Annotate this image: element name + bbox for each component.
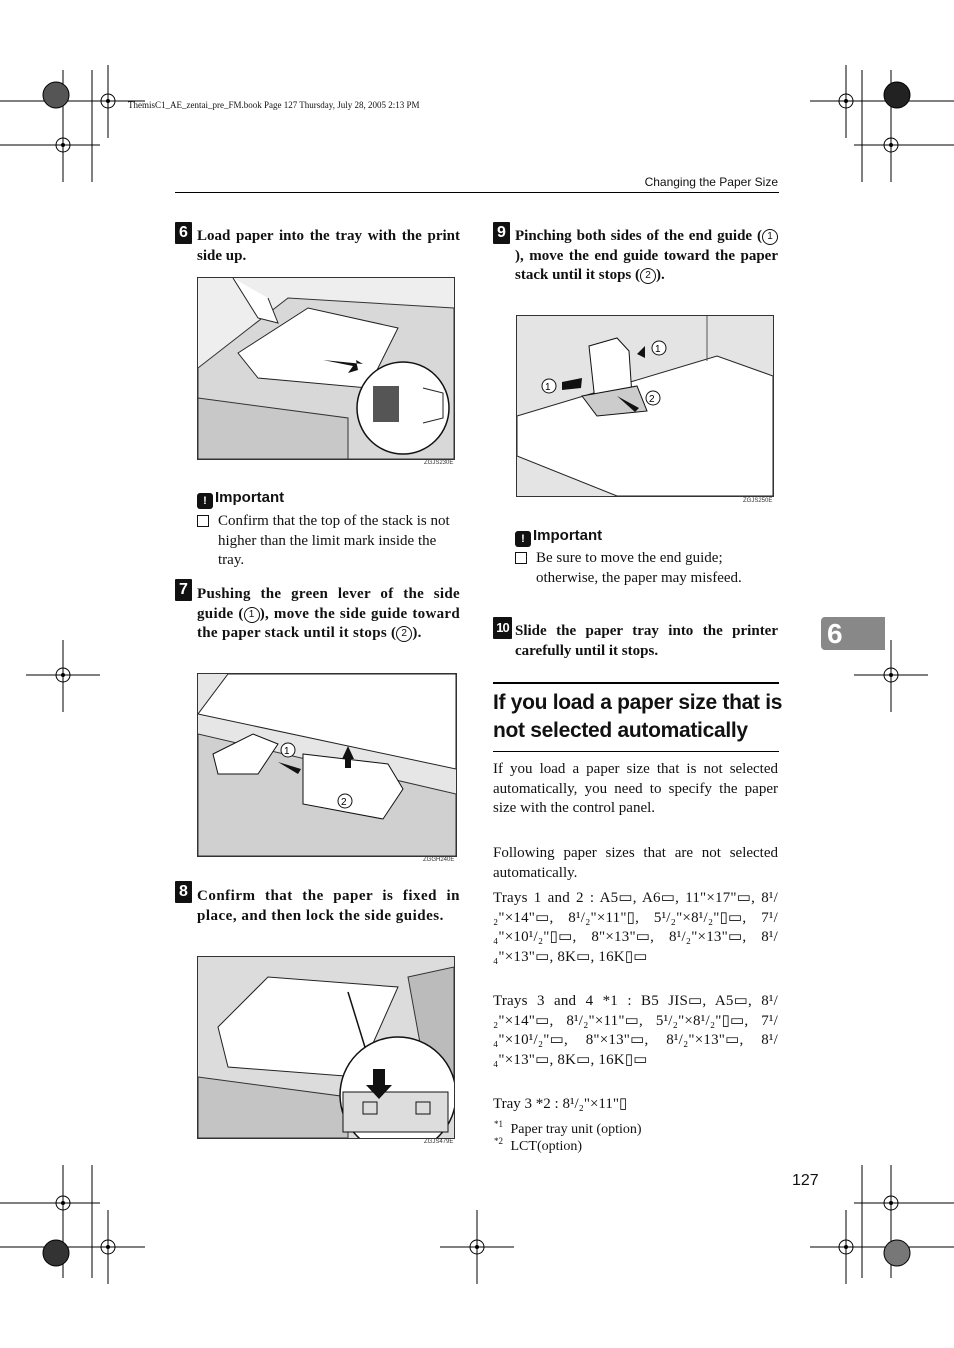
important-icon: ! [515,531,531,547]
chapter-tab: 6 [821,617,885,650]
checkbox-bullet-icon [197,515,209,527]
svg-text:1: 1 [655,344,661,355]
marker-2: 2 [640,268,656,284]
section-title: If you load a paper size that is not selected automatically [493,691,783,742]
step-10-text: Slide the paper tray into the printer carefully until it stops. [515,623,778,659]
important-heading-2: ! Important [515,527,602,547]
section-para-2: Following paper sizes that are not selected automatically. [493,845,778,881]
svg-text:2: 2 [649,394,655,405]
important-item-1: Confirm that the top of the stack is not higher than the limit mark inside the tray. [197,512,460,571]
trays-3-4-sizes: Trays 3 and 4 *1 : B5 JIS▭, A5▭, 8¹/₂"×14"▭, 8¹/₂"×11"▭, 5¹/₂"×8¹/₂"▯▭, 7¹/₄"×10¹/₂"▭, 8"×13"▭, 8¹/₂"×13"▭, 8¹/₄"×13"▭, 8K▭, 16K▯▭ [493,993,778,1068]
marker-1: 1 [244,607,260,623]
important-item-2: Be sure to move the end guide; otherwise, the paper may misfeed. [515,549,778,588]
section-rule-top [493,682,779,684]
svg-text:1: 1 [545,382,551,393]
step-7-number: 7 [175,579,192,601]
step-10-number: 10 [493,617,512,639]
figure-code-2: ZGGH240E [423,857,455,863]
step-9-number: 9 [493,222,510,244]
footnote-1: $^{*1}$ Paper tray unit (option) [494,1119,642,1137]
step-6-text: Load paper into the tray with the print side up. [197,228,460,264]
figure-code-1: ZGJS230E [424,460,454,466]
marker-1: 1 [762,229,778,245]
checkbox-bullet-icon [515,552,527,564]
tray-3-sizes: Tray 3 *2 : 8¹/₂"×11"▯ [493,1096,628,1112]
figure-lock-guides [197,956,455,1139]
step-6-number: 6 [175,222,192,244]
trays-1-2-sizes: Trays 1 and 2 : A5▭, A6▭, 11"×17"▭, 8¹/₂"×14"▭, 8¹/₂"×11"▯, 5¹/₂"×8¹/₂"▯▭, 7¹/₄"×10¹/₂"▯▭, 8"×13"▭, 8¹/₂"×13"▭, 8¹/₄"×13"▭, 8K▭, 16K▯▭ [493,890,778,965]
section-para-1: If you load a paper size that is not selected automatically, you need to specify the paper size with the control panel. [493,761,778,816]
svg-text:2: 2 [341,797,347,808]
file-meta: ThemisC1_AE_zentai_pre_FM.book Page 127 Thursday, July 28, 2005 2:13 PM [128,100,420,110]
marker-2: 2 [396,626,412,642]
step-8-number: 8 [175,881,192,903]
important-heading-1: ! Important [197,489,284,509]
header-rule [175,192,779,193]
step-8-text: Confirm that the paper is fixed in place, and then lock the side guides. [197,888,460,924]
running-title: Changing the Paper Size [644,175,778,189]
figure-end-guide [516,315,774,497]
section-rule-bottom [493,751,779,752]
step-9-text: Pinching both sides of the end guide ( 1), move the end guide toward the paper stack until it stops ( 2 ). [515,228,778,283]
figure-code-4: ZGJS250E [743,498,773,504]
important-icon: ! [197,493,213,509]
footnote-2: $^{*2}$ LCT(option) [494,1136,583,1154]
step-7-text: Pushing the green lever of the side guide ( 1 ), move the side guide toward the paper stack until it stops ( 2 ). [197,586,461,641]
page-number: 127 [792,1172,819,1189]
figure-side-guide [197,673,457,857]
svg-text:1: 1 [284,746,290,757]
figure-code-3: ZGJS479E [424,1139,454,1145]
figure-load-paper [197,277,455,460]
